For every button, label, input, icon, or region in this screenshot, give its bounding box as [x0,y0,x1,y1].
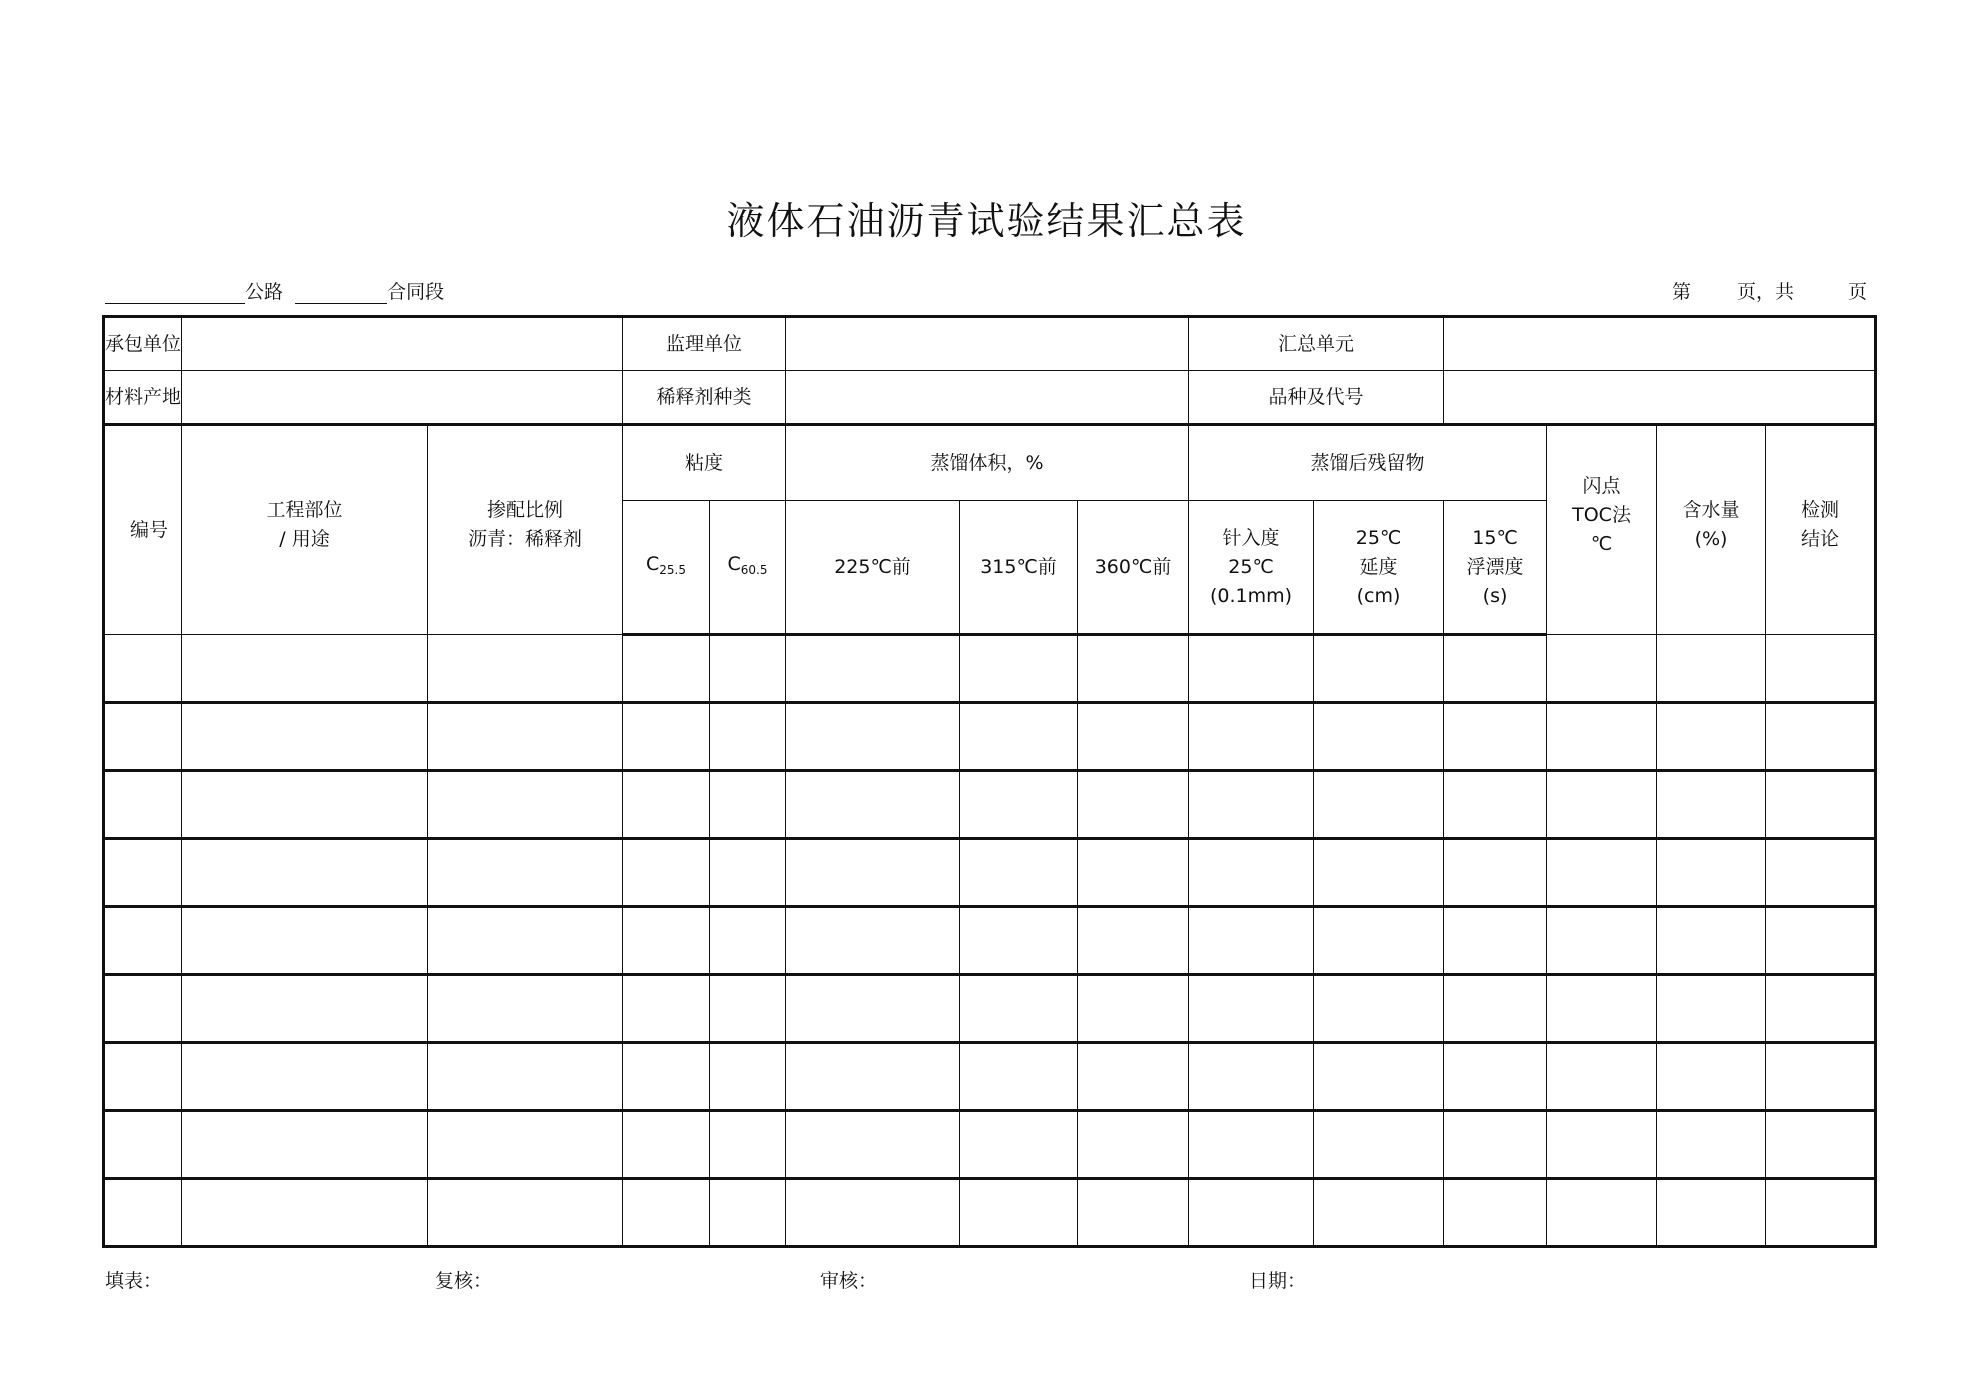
table-cell[interactable] [182,635,428,703]
table-row [104,1111,1876,1179]
table-cell[interactable] [710,635,786,703]
table-cell[interactable] [1078,1043,1189,1111]
col-pen-line1: 针入度 [1222,526,1280,549]
table-cell[interactable] [428,1111,623,1179]
approver-label: 审核： [820,1270,878,1292]
table-cell[interactable] [182,839,428,907]
table-cell[interactable] [1657,839,1766,907]
table-cell[interactable] [1657,771,1766,839]
table-cell[interactable] [710,703,786,771]
table-cell[interactable] [428,635,623,703]
c25-letter: C [646,552,660,575]
page-title: 液体石油沥青试验结果汇总表 [726,199,1247,243]
table-cell[interactable] [710,907,786,975]
col-result [1766,425,1876,635]
table-cell[interactable] [182,1111,428,1179]
table-cell[interactable] [786,907,960,975]
table-cell[interactable] [1657,635,1766,703]
table-cell[interactable] [786,839,960,907]
table-cell[interactable] [710,1111,786,1179]
road-suffix: 公路 [245,281,284,303]
table-cell[interactable] [623,975,710,1043]
table-cell[interactable] [1314,1043,1444,1111]
col-part [182,425,428,635]
table-cell[interactable] [1547,907,1657,975]
col-ductility [1314,501,1444,635]
table-cell[interactable] [623,1043,710,1111]
col-flash-line2: TOC法 [1572,503,1631,526]
table-cell[interactable] [786,703,960,771]
origin-value[interactable] [182,371,623,425]
col-viscosity: 粘度 [623,425,786,501]
col-float-line3: (s) [1482,584,1508,607]
col-pen-line2: 25℃ [1228,555,1274,578]
table-row [104,1179,1876,1247]
table-cell[interactable] [1657,1179,1766,1247]
table-cell[interactable] [104,839,182,907]
table-cell[interactable] [960,1043,1078,1111]
col-ratio-line2: 沥青：稀释剂 [467,528,582,550]
col-water-line1: 含水量 [1682,499,1740,521]
table-cell[interactable] [104,635,182,703]
table-cell[interactable] [1078,703,1189,771]
table-cell[interactable] [786,771,960,839]
table-cell[interactable] [1314,635,1444,703]
table-cell[interactable] [623,1179,710,1247]
table-cell[interactable] [104,1179,182,1247]
contract-suffix: 合同段 [387,281,445,303]
table-cell[interactable] [623,771,710,839]
contractor-label: 承包单位 [104,317,182,371]
table-cell[interactable] [428,839,623,907]
table-cell[interactable] [1444,1111,1547,1179]
col-residue: 蒸馏后残留物 [1189,425,1547,501]
table-row [104,771,1876,839]
table-cell[interactable] [1766,907,1876,975]
table-cell[interactable] [1078,907,1189,975]
table-cell[interactable] [786,1179,960,1247]
table-cell[interactable] [1314,1179,1444,1247]
table-cell[interactable] [960,1179,1078,1247]
table-cell[interactable] [182,975,428,1043]
table-cell[interactable] [182,1179,428,1247]
supervisor-label: 监理单位 [623,317,786,371]
table-row [104,839,1876,907]
table-cell[interactable] [1547,1179,1657,1247]
table-cell[interactable] [1444,1179,1547,1247]
table-cell[interactable] [1444,975,1547,1043]
col-penetration [1189,501,1314,635]
table-cell[interactable] [1766,1043,1876,1111]
table-cell[interactable] [428,1179,623,1247]
col-ratio [428,425,623,635]
table-cell[interactable] [1078,839,1189,907]
table-cell[interactable] [428,907,623,975]
table-cell[interactable] [104,1111,182,1179]
table-cell[interactable] [1766,771,1876,839]
table-cell[interactable] [1314,771,1444,839]
col-c25 [623,501,710,635]
table-cell[interactable] [428,975,623,1043]
col-d315: 315℃前 [960,501,1078,635]
col-c60 [710,501,786,635]
table-cell[interactable] [104,907,182,975]
road-contract-fields [105,282,444,304]
table-cell[interactable] [104,975,182,1043]
table-cell[interactable] [1444,635,1547,703]
table-cell[interactable] [1314,975,1444,1043]
table-cell[interactable] [1444,839,1547,907]
table-cell[interactable] [960,907,1078,975]
col-flash-line1: 闪点 [1582,474,1621,497]
table-cell[interactable] [1078,635,1189,703]
date-label: 日期： [1249,1270,1307,1292]
info-row-1 [104,317,1876,371]
table-cell[interactable] [1766,1179,1876,1247]
table-cell[interactable] [1078,975,1189,1043]
table-cell[interactable] [182,907,428,975]
col-water-line2: (%) [1694,528,1728,550]
table-cell[interactable] [1444,1043,1547,1111]
col-flash-line3: ℃ [1590,532,1613,555]
table-cell[interactable] [1766,703,1876,771]
table-cell[interactable] [710,1179,786,1247]
header-row-1 [104,425,1876,501]
col-d225: 225℃前 [786,501,960,635]
diluent-label: 稀释剂种类 [623,371,786,425]
table-cell[interactable] [1657,1111,1766,1179]
table-cell[interactable] [1547,635,1657,703]
table-row [104,907,1876,975]
table-cell[interactable] [182,1043,428,1111]
col-ratio-line1: 掺配比例 [486,499,563,521]
table-cell[interactable] [182,771,428,839]
col-no: 编号 [104,425,182,635]
road-name-blank[interactable] [105,283,245,304]
table-cell[interactable] [786,1111,960,1179]
variety-label: 品种及代号 [1189,371,1444,425]
page-suffix: 页 [1847,281,1867,303]
info-row-2 [104,371,1876,425]
results-table [102,315,1877,1248]
table-cell[interactable] [623,1111,710,1179]
table-cell[interactable] [960,975,1078,1043]
reviewer-label: 复核： [435,1270,493,1292]
c60-letter: C [727,552,741,575]
col-pen-line3: (0.1mm) [1210,584,1293,607]
table-cell[interactable] [786,975,960,1043]
table-cell[interactable] [1657,1043,1766,1111]
signature-line [105,1266,1867,1292]
table-cell[interactable] [960,771,1078,839]
table-cell[interactable] [1444,771,1547,839]
table-cell[interactable] [1078,1111,1189,1179]
summary-unit-label: 汇总单元 [1189,317,1444,371]
col-part-line1: 工程部位 [266,499,343,521]
col-duct-line2: 延度 [1359,555,1398,578]
table-cell[interactable] [1314,839,1444,907]
origin-label: 材料产地 [104,371,182,425]
table-cell[interactable] [623,635,710,703]
table-cell[interactable] [1547,975,1657,1043]
table-cell[interactable] [182,703,428,771]
table-cell[interactable] [1189,1043,1314,1111]
table-cell[interactable] [1314,1111,1444,1179]
table-cell[interactable] [428,703,623,771]
table-cell[interactable] [960,839,1078,907]
table-cell[interactable] [710,975,786,1043]
col-water [1657,425,1766,635]
table-cell[interactable] [1189,907,1314,975]
table-cell[interactable] [960,703,1078,771]
col-distill-volume: 蒸馏体积，% [786,425,1189,501]
table-row [104,1043,1876,1111]
col-result-line2: 结论 [1801,528,1840,550]
table-cell[interactable] [710,839,786,907]
table-cell[interactable] [786,1043,960,1111]
col-flash [1547,425,1657,635]
table-row [104,975,1876,1043]
table-cell[interactable] [1189,839,1314,907]
table-cell[interactable] [1444,703,1547,771]
table-cell[interactable] [1547,1111,1657,1179]
table-cell[interactable] [1189,975,1314,1043]
filler-label: 填表： [105,1270,163,1292]
summary-unit-value[interactable] [1444,317,1876,371]
table-cell[interactable] [710,771,786,839]
table-cell[interactable] [1189,771,1314,839]
table-cell[interactable] [428,1043,623,1111]
table-cell[interactable] [1078,771,1189,839]
table-cell[interactable] [710,1043,786,1111]
contract-section-blank[interactable] [295,283,387,304]
header-line [105,277,1867,303]
table-cell[interactable] [786,635,960,703]
c25-sub: 25.5 [659,562,686,577]
table-cell[interactable] [1444,907,1547,975]
table-cell[interactable] [1189,635,1314,703]
col-d360: 360℃前 [1078,501,1189,635]
table-cell[interactable] [1189,1111,1314,1179]
table-cell[interactable] [623,839,710,907]
table-cell[interactable] [1314,703,1444,771]
table-cell[interactable] [1078,1179,1189,1247]
table-row [104,635,1876,703]
col-float-line2: 浮漂度 [1466,555,1524,578]
table-cell[interactable] [1547,839,1657,907]
table-cell[interactable] [1657,907,1766,975]
col-duct-line3: (cm) [1356,584,1401,607]
col-float [1444,501,1547,635]
page-count [1672,277,1867,304]
page-prefix: 第 [1671,281,1691,303]
contractor-value[interactable] [182,317,623,371]
table-cell[interactable] [104,703,182,771]
data-rows [104,635,1876,1247]
table-cell[interactable] [1547,771,1657,839]
col-result-line1: 检测 [1801,499,1840,521]
col-float-line1: 15℃ [1472,526,1518,549]
c60-sub: 60.5 [740,562,768,577]
table-cell[interactable] [1766,1111,1876,1179]
table-cell[interactable] [623,703,710,771]
table-cell[interactable] [960,1111,1078,1179]
table-cell[interactable] [1547,1043,1657,1111]
table-cell[interactable] [1314,907,1444,975]
table-cell[interactable] [1766,839,1876,907]
table-cell[interactable] [1766,635,1876,703]
table-row [104,703,1876,771]
table-cell[interactable] [623,907,710,975]
table-cell[interactable] [1766,975,1876,1043]
col-part-line2: / 用途 [279,528,330,550]
diluent-value[interactable] [786,371,1189,425]
table-cell[interactable] [1189,703,1314,771]
col-duct-line1: 25℃ [1355,526,1402,549]
variety-value[interactable] [1444,371,1876,425]
page-mid: 页，共 [1736,281,1794,303]
table-cell[interactable] [428,771,623,839]
table-cell[interactable] [960,635,1078,703]
table-cell[interactable] [1657,975,1766,1043]
supervisor-value[interactable] [786,317,1189,371]
table-cell[interactable] [104,771,182,839]
table-cell[interactable] [104,1043,182,1111]
table-cell[interactable] [1657,703,1766,771]
table-cell[interactable] [1189,1179,1314,1247]
table-cell[interactable] [1547,703,1657,771]
